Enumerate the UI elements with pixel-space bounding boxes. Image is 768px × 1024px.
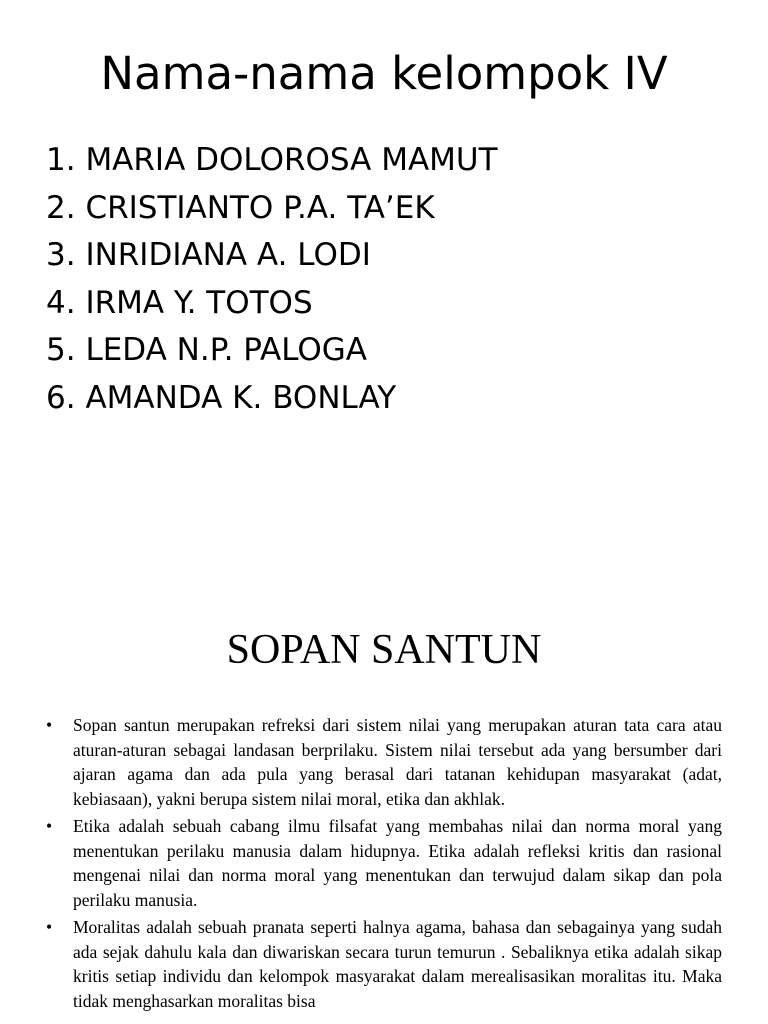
member-name: INRIDIANA A. LODI — [85, 237, 371, 273]
member-name: MARIA DOLOROSA MAMUT — [85, 142, 498, 178]
bullet-icon: • — [46, 816, 53, 836]
member-name: IRMA Y. TOTOS — [85, 284, 313, 321]
bullet-text: Etika adalah sebuah cabang ilmu filsafat yang membahas nilai dan norma moral yang menentukan perilaku manusia dalam hidupnya. Etika adalah refleksi kritis dan rasional mengenai nilai dan norma moral yang menentukan dan terwujud dalam sikap dan pola perilaku manusia. — [73, 816, 722, 910]
bullet-text: Sopan santun merupakan refreksi dari sistem nilai yang merupakan aturan tata cara atau aturan-aturan sebagai landasan berprilaku. Sistem nilai tersebut ada yang bersumber dari ajaran agama dan ada pula yang berasal dari tatanan kehidupan masyarakat (adat, kebiasaan), yakni berupa sistem nilai moral, etika dan akhlak. — [73, 715, 722, 809]
bullet-icon: • — [46, 917, 53, 937]
list-item — [46, 280, 498, 328]
list-item — [46, 137, 498, 185]
bullet-icon: • — [46, 715, 53, 735]
member-list — [46, 137, 498, 422]
slide-title: SOPAN SANTUN — [226, 627, 542, 673]
list-item — [46, 327, 498, 375]
member-name: LEDA N.P. PALOGA — [85, 332, 368, 368]
bullet-text: Moralitas adalah sebuah pranata seperti halnya agama, bahasa dan sebagainya yang sudah ada sejak dahulu kala dan diwariskan secara turun temurun . Sebaliknya etika adalah sikap kritis setiap individu dan kelompok masyarakat dalam merealisasikan moralitas itu. Maka tidak menghasarkan moralitas bisa — [73, 917, 722, 1011]
bullet-list — [46, 713, 722, 1016]
list-number: 4. — [46, 284, 76, 321]
list-number: 1. — [46, 142, 76, 178]
list-number: 5. — [46, 332, 76, 368]
list-number: 2. — [46, 189, 76, 226]
slide-sopan-santun — [0, 600, 768, 1024]
list-item — [46, 185, 498, 233]
bullet-item — [46, 915, 722, 1013]
bullet-item — [46, 713, 722, 811]
list-number: 3. — [46, 237, 76, 273]
list-number: 6. — [46, 379, 76, 416]
member-name: AMANDA K. BONLAY — [85, 379, 397, 416]
bullet-item — [46, 814, 722, 912]
slide-title: Nama-nama kelompok IV — [100, 47, 668, 100]
list-item — [46, 232, 498, 280]
member-name: CRISTIANTO P.A. TA’EK — [85, 189, 435, 226]
list-item — [46, 375, 498, 423]
